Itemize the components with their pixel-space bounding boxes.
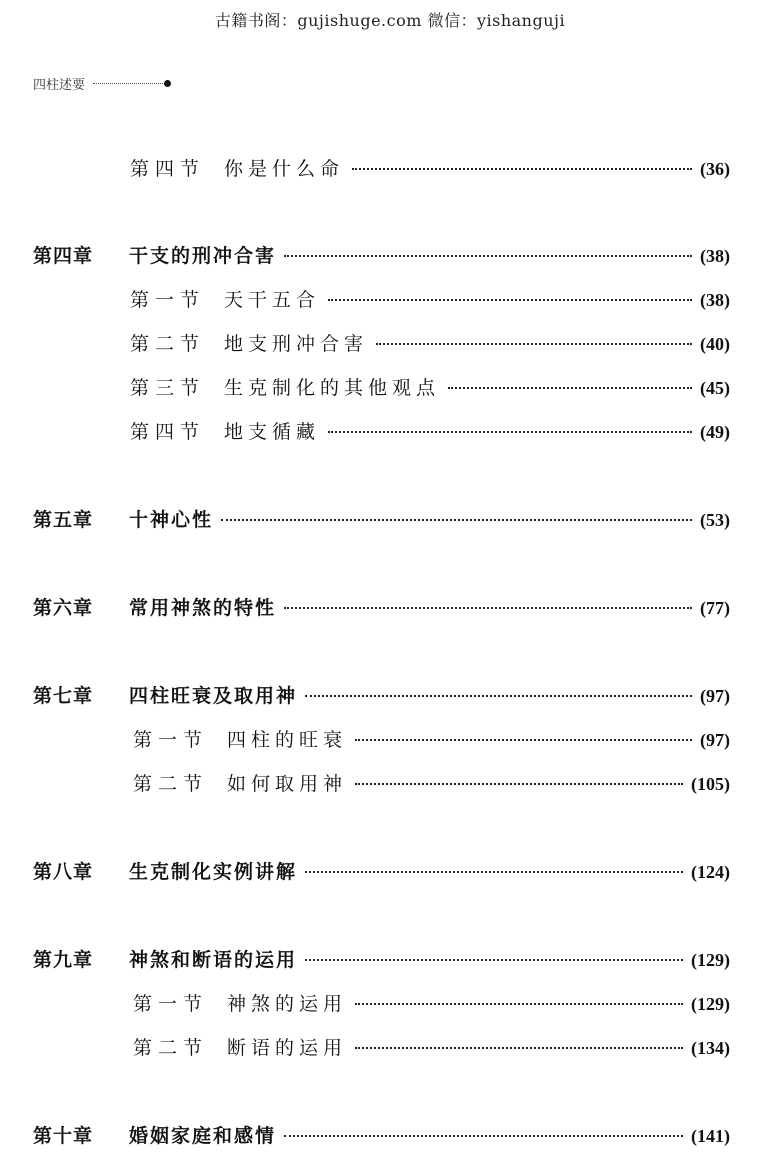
toc-section-title: 四柱的旺衰 [227, 729, 348, 751]
toc-chapter-number: 第六章 [33, 597, 94, 619]
toc-page-number: (53) [700, 510, 730, 530]
toc-entry[interactable] [133, 1033, 730, 1059]
toc-entry[interactable] [33, 505, 730, 531]
toc-page-number: (36) [700, 159, 730, 179]
toc-leader-dots [448, 387, 692, 389]
toc-section-number: 第三节 [130, 377, 206, 399]
toc-leader-dots [355, 739, 692, 741]
toc-leader-dots [305, 695, 692, 697]
running-head-title: 四柱述要 [33, 78, 86, 93]
toc-chapter-title: 生克制化实例讲解 [129, 861, 298, 883]
toc-section-number: 第一节 [133, 729, 209, 751]
toc-chapter-title: 干支的刑冲合害 [129, 245, 277, 267]
toc-section-title: 地支刑冲合害 [224, 333, 369, 355]
toc-page-number: (105) [691, 774, 730, 794]
toc-page-number: (141) [691, 1126, 730, 1146]
toc-section-title: 神煞的运用 [227, 993, 348, 1015]
toc-chapter-title: 神煞和断语的运用 [129, 949, 298, 971]
toc-entry[interactable] [33, 681, 730, 707]
toc-entry[interactable] [33, 593, 730, 619]
toc-chapter-title: 婚姻家庭和感情 [129, 1125, 277, 1147]
toc-chapter-number: 第七章 [33, 685, 94, 707]
toc-leader-dots [305, 871, 683, 873]
toc-section-number: 第四节 [130, 158, 206, 180]
toc-chapter-number: 第九章 [33, 949, 94, 971]
toc-entry[interactable] [33, 857, 730, 883]
watermark-text: 古籍书阁：gujishuge.com 微信：yishanguji [214, 11, 566, 30]
toc-chapter-number: 第四章 [33, 245, 94, 267]
toc-entry[interactable] [133, 769, 730, 795]
toc-leader-dots [284, 255, 692, 257]
toc-section-number: 第二节 [133, 1037, 209, 1059]
toc-page-number: (97) [700, 730, 730, 750]
toc-page-number: (38) [700, 246, 730, 266]
toc-leader-dots [284, 607, 692, 609]
toc-entry[interactable] [133, 725, 730, 751]
toc-section-title: 你是什么命 [224, 158, 345, 180]
toc-entry[interactable] [130, 329, 730, 355]
toc-page-number: (134) [691, 1038, 730, 1058]
toc-leader-dots [328, 299, 692, 301]
toc-chapter-number: 第十章 [33, 1125, 94, 1147]
toc-leader-dots [355, 1003, 683, 1005]
toc-leader-dots [352, 168, 692, 170]
toc-entry[interactable] [33, 1121, 730, 1147]
toc-leader-dots [305, 959, 683, 961]
toc-page-number: (97) [700, 686, 730, 706]
toc-page-number: (45) [700, 378, 730, 398]
toc-entry[interactable] [33, 945, 730, 971]
toc-leader-dots [221, 519, 692, 521]
toc-chapter-title: 常用神煞的特性 [129, 597, 277, 619]
toc-entry[interactable] [130, 373, 730, 399]
toc-page-number: (124) [691, 862, 730, 882]
toc-chapter-title: 十神心性 [129, 509, 214, 531]
toc-page-number: (129) [691, 994, 730, 1014]
toc-section-title: 断语的运用 [227, 1037, 348, 1059]
toc-section-number: 第二节 [133, 773, 209, 795]
toc-entry[interactable] [133, 989, 730, 1015]
toc-chapter-number: 第八章 [33, 861, 94, 883]
toc-leader-dots [284, 1135, 683, 1137]
toc-section-number: 第二节 [130, 333, 206, 355]
toc-leader-dots [376, 343, 692, 345]
toc-chapter-number: 第五章 [33, 509, 94, 531]
toc-leader-dots [355, 783, 683, 785]
toc-page-number: (49) [700, 422, 730, 442]
toc-leader-dots [355, 1047, 683, 1049]
toc-chapter-title: 四柱旺衰及取用神 [129, 685, 298, 707]
toc-page-number: (129) [691, 950, 730, 970]
toc-section-title: 地支循藏 [224, 421, 321, 443]
toc-section-number: 第一节 [133, 993, 209, 1015]
toc-page-number: (40) [700, 334, 730, 354]
toc-leader-dots [328, 431, 692, 433]
toc-entry[interactable] [130, 417, 730, 443]
toc-section-title: 天干五合 [224, 289, 321, 311]
toc-section-title: 生克制化的其他观点 [224, 377, 441, 399]
toc-page-number: (77) [700, 598, 730, 618]
toc-section-number: 第四节 [130, 421, 206, 443]
toc-entry[interactable] [130, 285, 730, 311]
toc-page-number: (38) [700, 290, 730, 310]
toc-entry[interactable] [33, 241, 730, 267]
toc-entry[interactable] [130, 154, 730, 180]
toc-section-title: 如何取用神 [227, 773, 348, 795]
toc-section-number: 第一节 [130, 289, 206, 311]
